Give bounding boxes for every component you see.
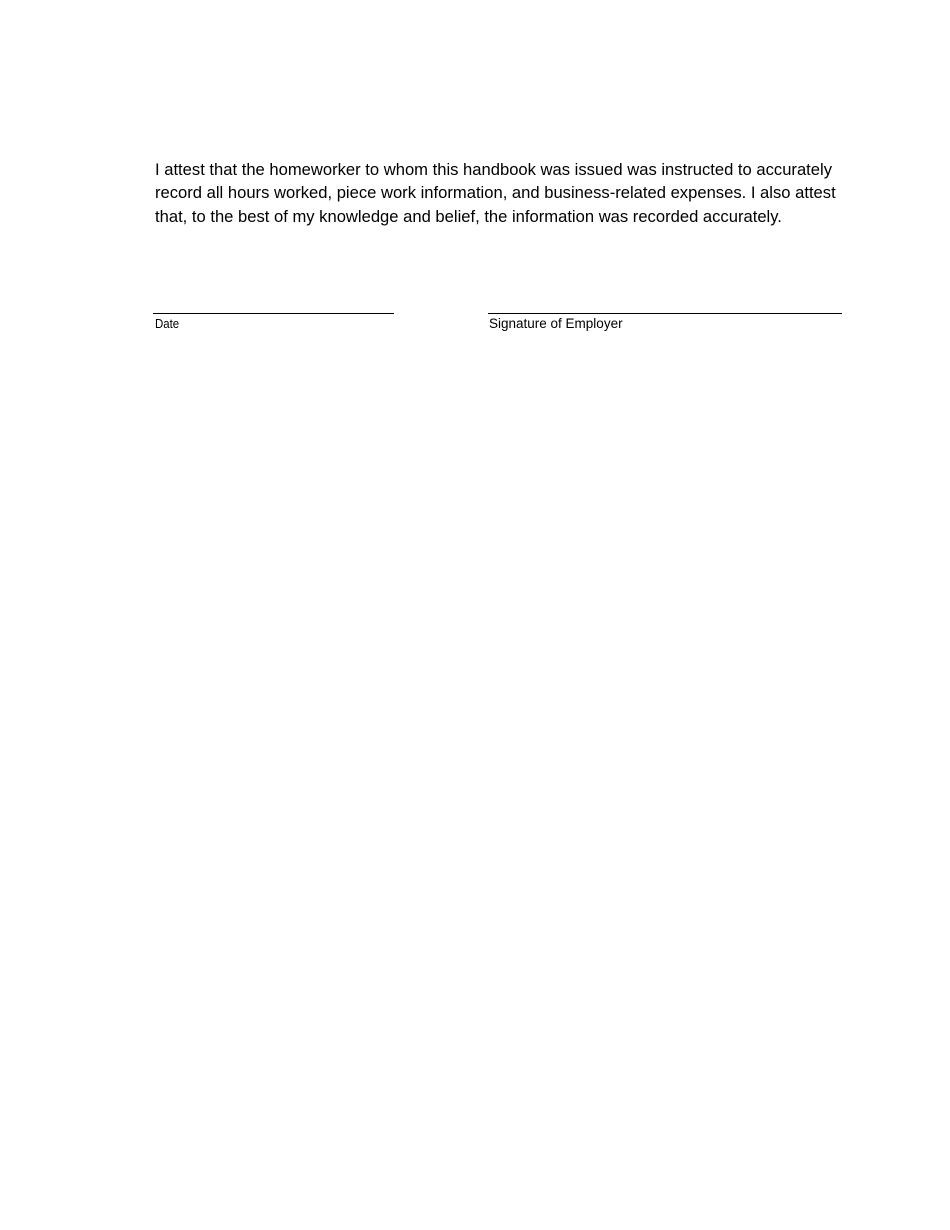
employer-signature-label: Signature of Employer: [489, 316, 623, 331]
date-signature-line: [153, 313, 394, 314]
attestation-paragraph: I attest that the homeworker to whom this handbook was issued was instructed to accurately record all hours worked, piece work information, and business-related expenses. I also attest that, to the best of my knowledge and belief, the information was recorded accurately.: [155, 160, 836, 226]
date-label: Date: [155, 316, 180, 331]
employer-signature-line: [488, 313, 842, 314]
